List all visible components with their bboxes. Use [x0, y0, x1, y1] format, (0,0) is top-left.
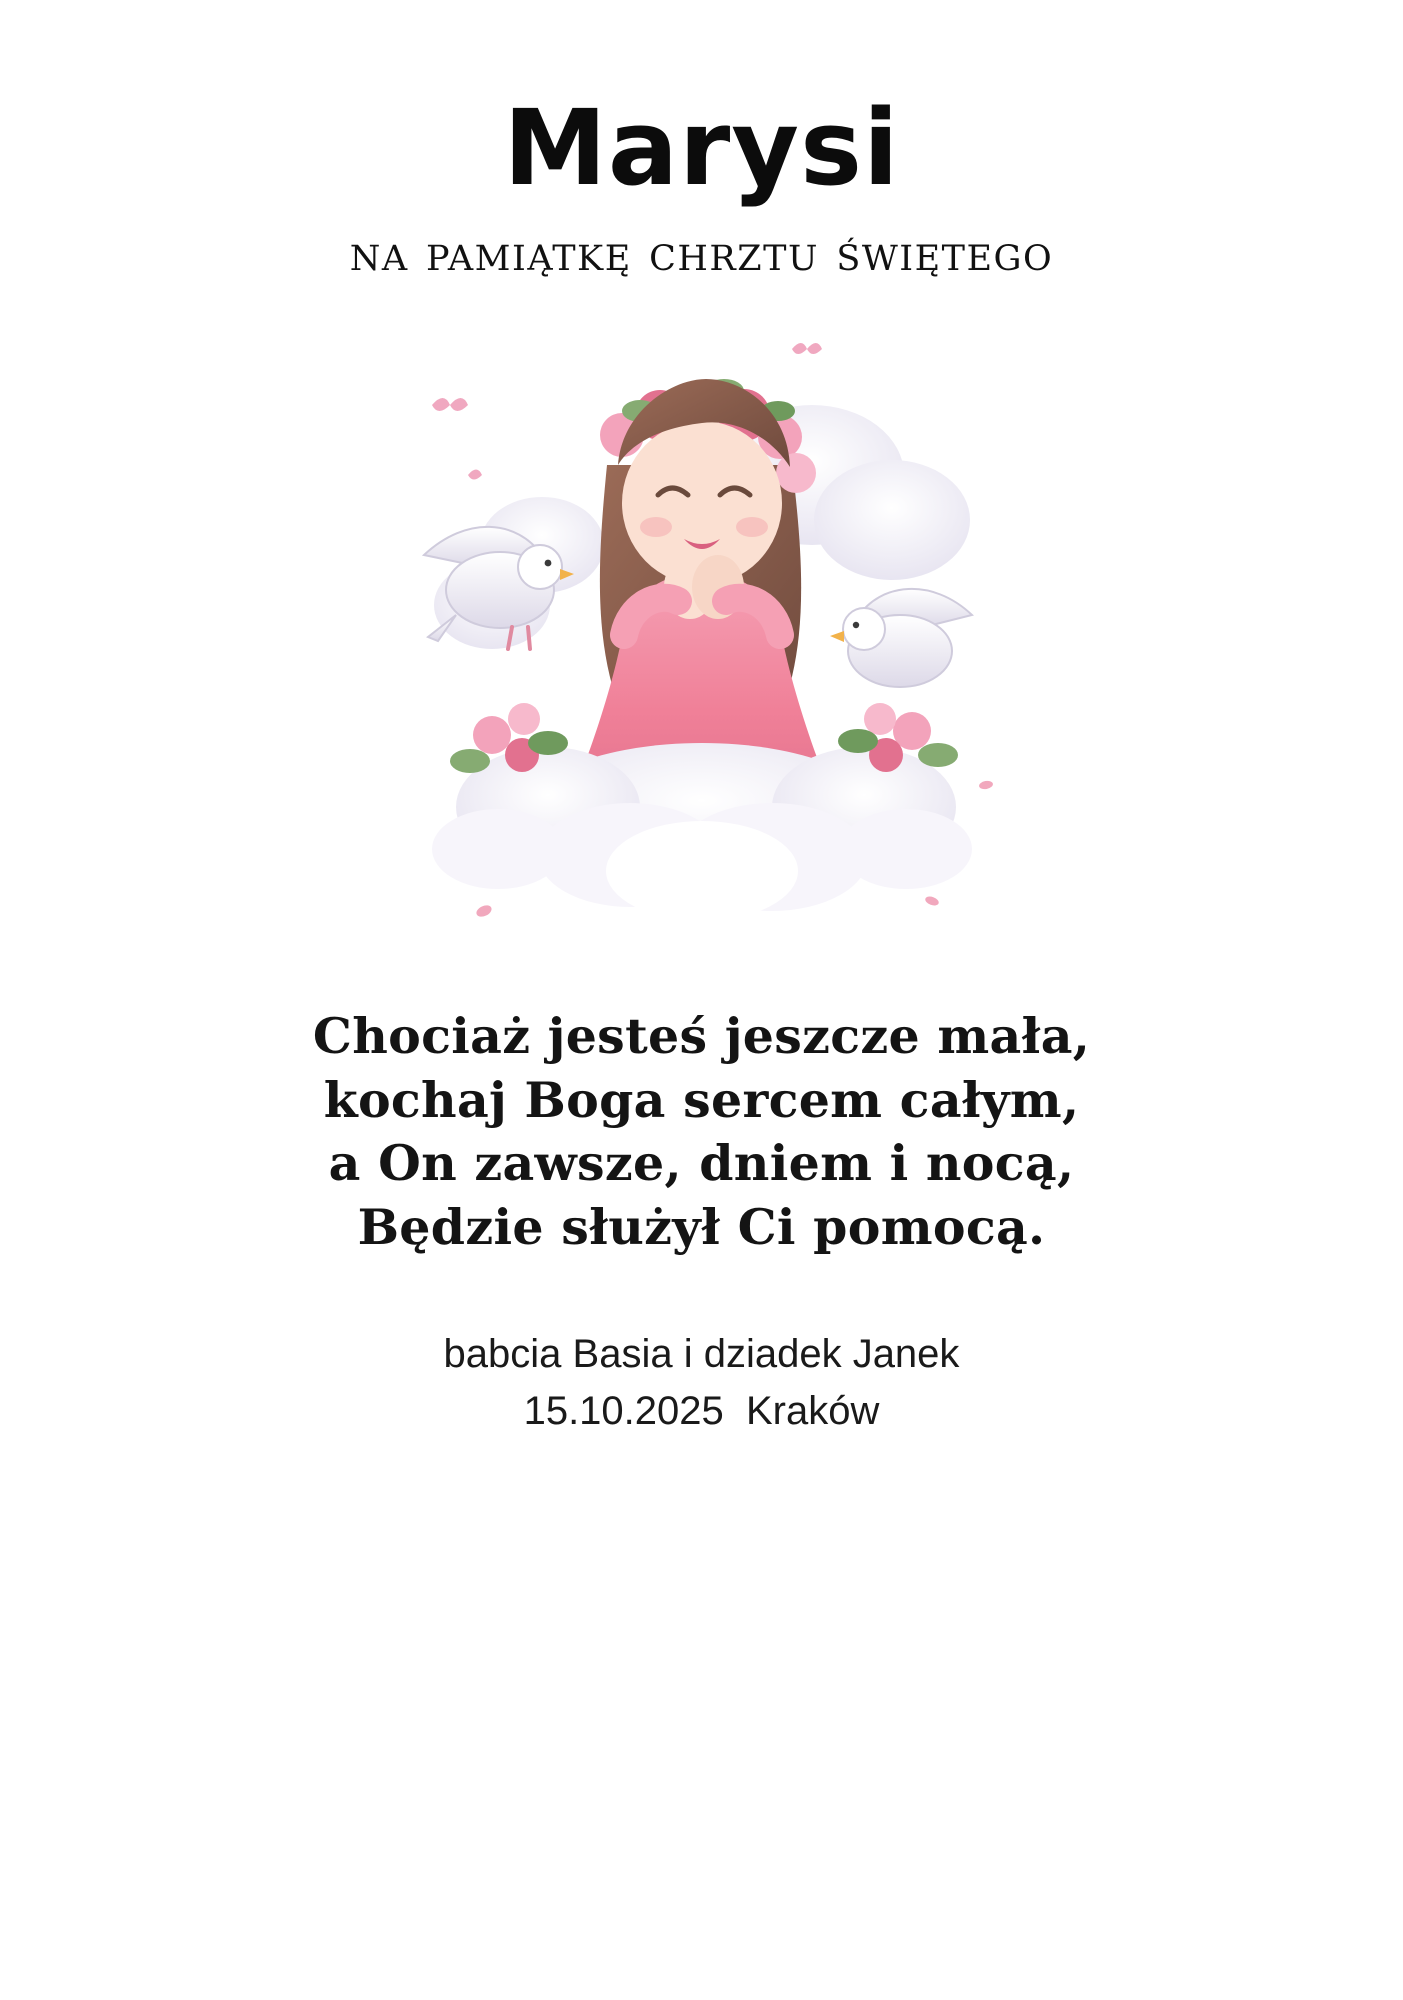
header: [0, 87, 1403, 282]
occasion-subtitle: na pamiątkę chrztu świętego: [349, 224, 1054, 282]
page-title: Marysi: [503, 87, 900, 209]
verse-line: kochaj Boga sercem całym,: [323, 1070, 1080, 1129]
dove-right-icon: [830, 589, 972, 687]
verse-line: Będzie służył Ci pomocą.: [357, 1198, 1046, 1257]
signature-names: babcia Basia i dziadek Janek: [443, 1331, 960, 1376]
signature-block: [444, 1326, 960, 1440]
girl-on-cloud-with-doves-icon: [372, 315, 1032, 945]
verse-line: Chociaż jesteś jeszcze mała,: [312, 1007, 1091, 1065]
signature-date-place: 15.10.2025 Kraków: [523, 1388, 880, 1433]
verse-line: a On zawsze, dniem i nocą,: [328, 1134, 1075, 1193]
verse-text: [313, 1005, 1090, 1260]
